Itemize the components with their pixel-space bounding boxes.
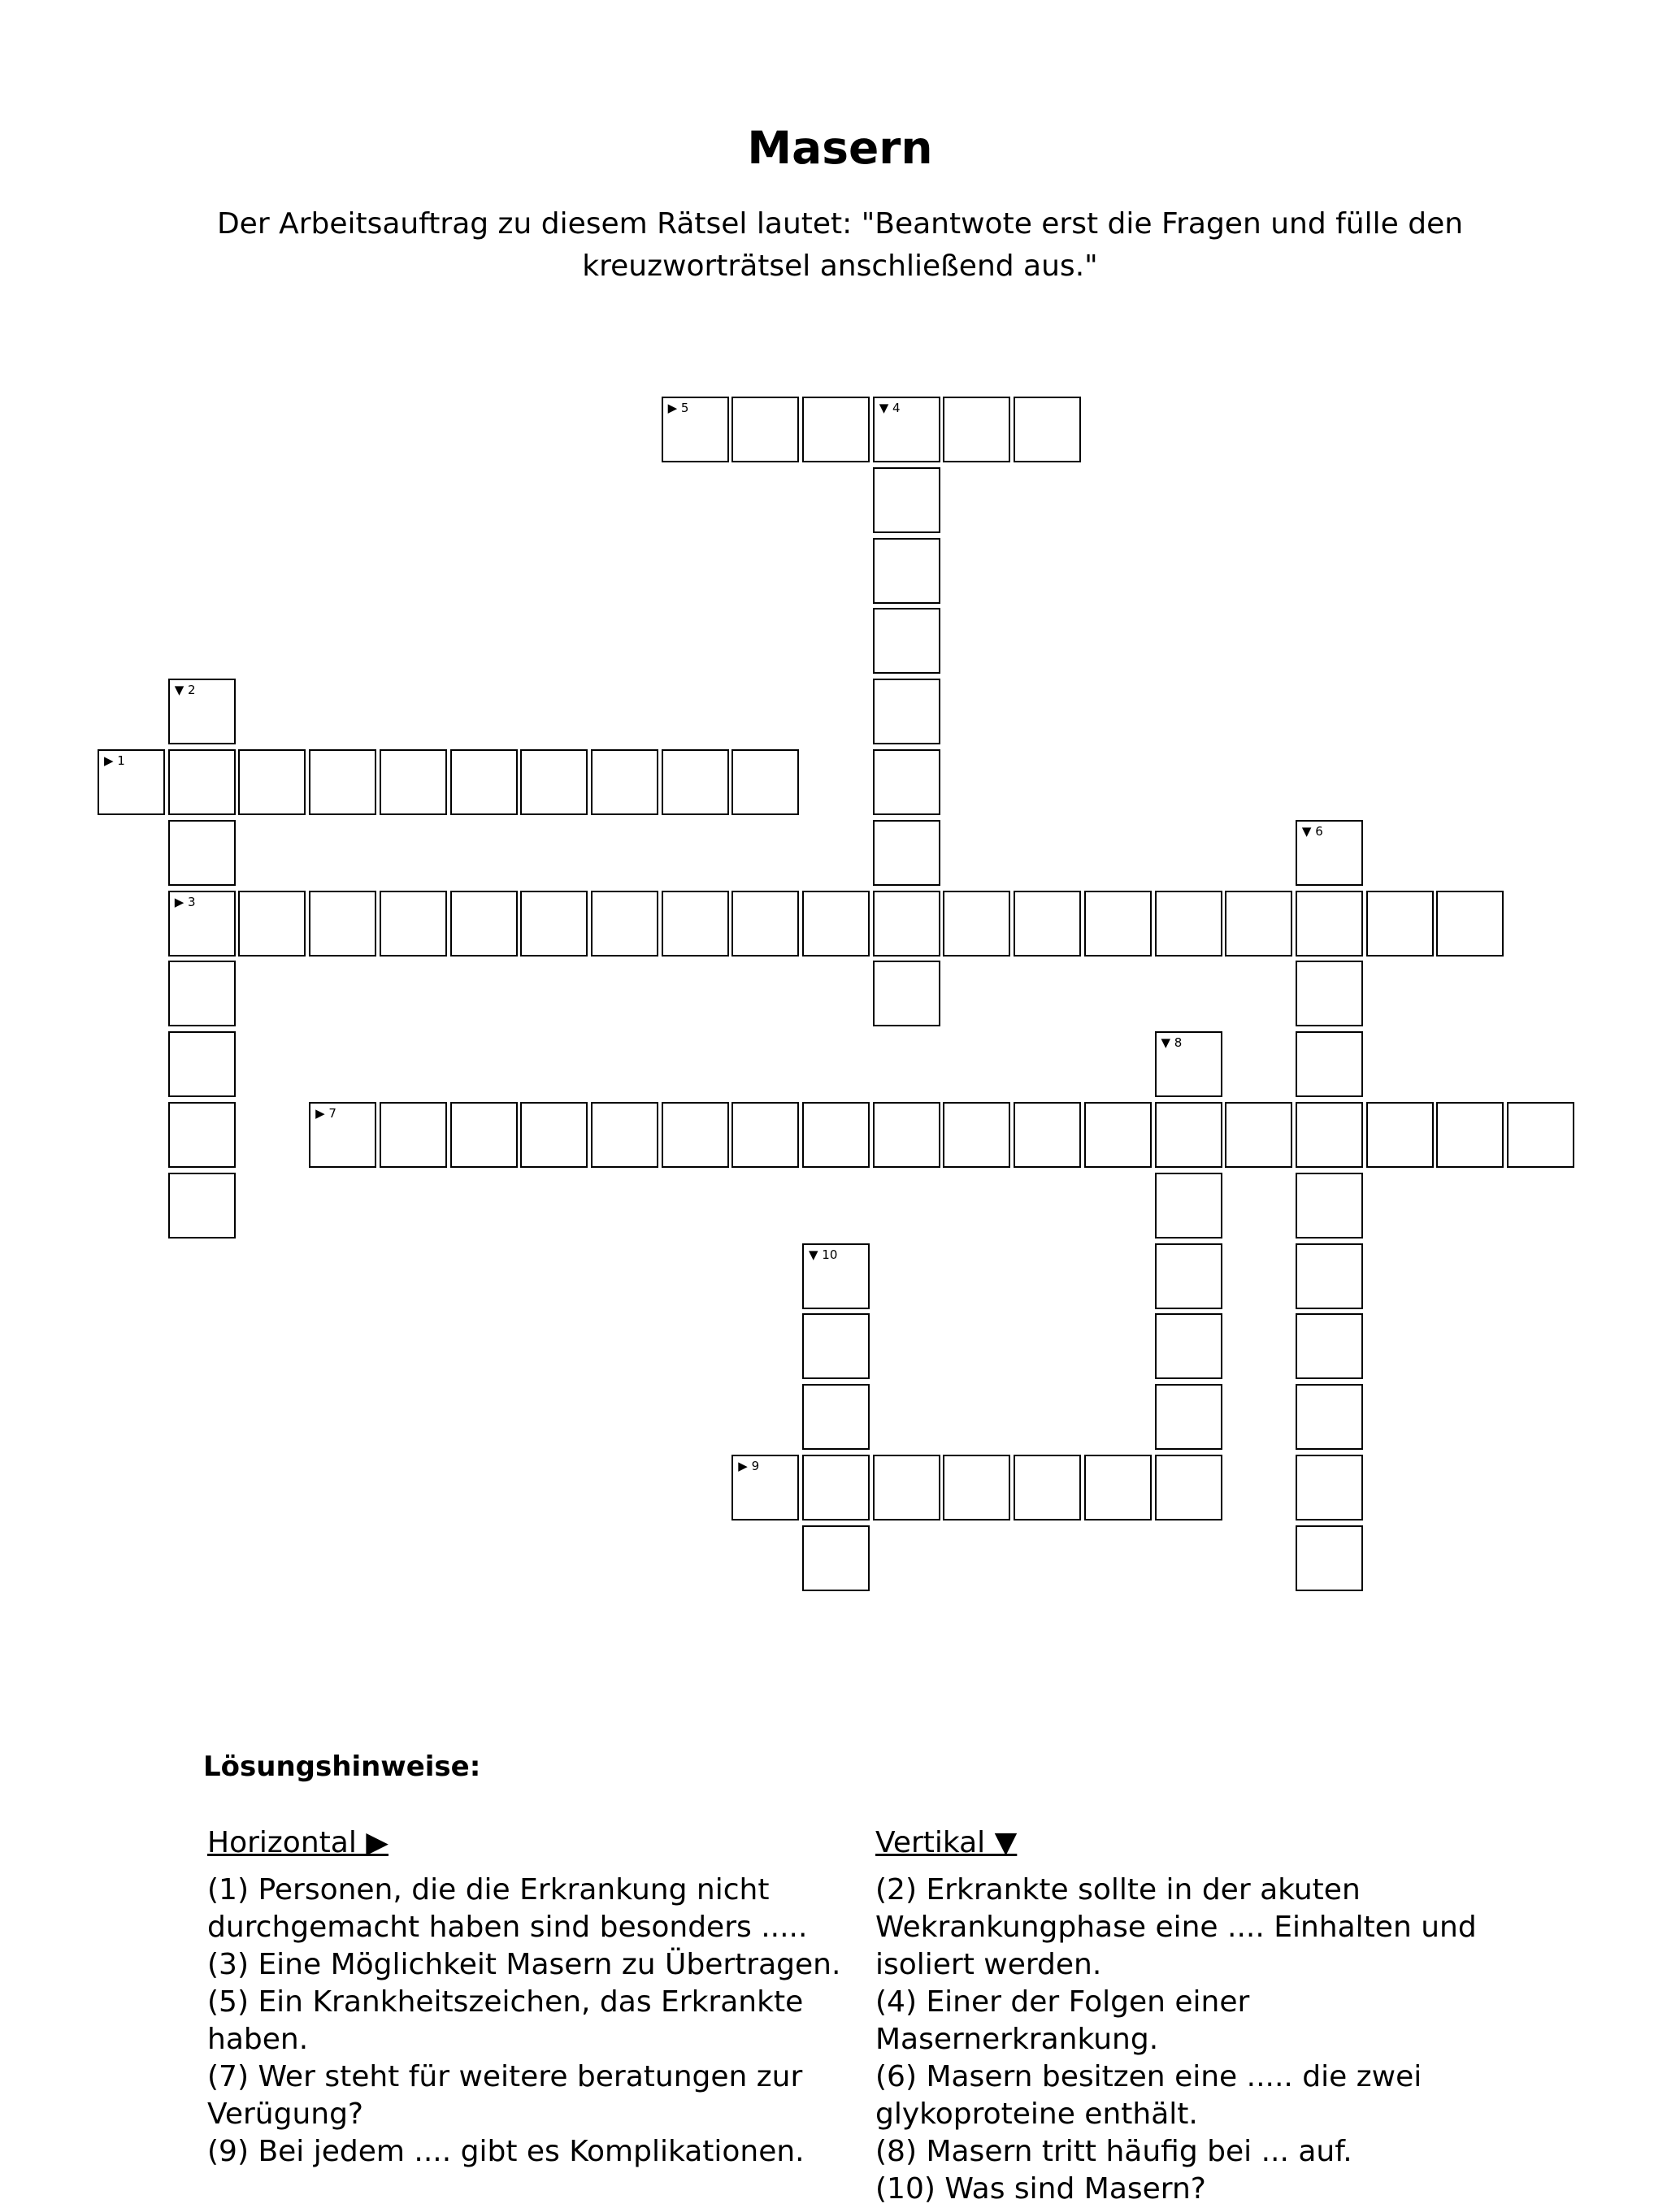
crossword-cell[interactable] xyxy=(1296,1455,1363,1520)
crossword-cell[interactable] xyxy=(873,891,940,957)
crossword-cell[interactable] xyxy=(1155,1384,1222,1450)
crossword-cell[interactable] xyxy=(873,749,940,815)
crossword-cell[interactable] xyxy=(1296,1243,1363,1309)
clue-number-label: ▼ 4 xyxy=(879,401,901,415)
crossword-cell[interactable] xyxy=(1155,1243,1222,1309)
crossword-cell[interactable] xyxy=(168,1173,236,1238)
crossword-cell[interactable] xyxy=(1296,1313,1363,1379)
vertical-clues-title: Vertikal ▼ xyxy=(875,1826,1018,1859)
crossword-cell[interactable] xyxy=(380,891,447,957)
crossword-cell[interactable] xyxy=(1296,961,1363,1026)
crossword-cell[interactable] xyxy=(873,608,940,674)
crossword-cell[interactable] xyxy=(1296,1384,1363,1450)
crossword-cell[interactable] xyxy=(1296,891,1363,957)
crossword-cell[interactable] xyxy=(662,1102,729,1168)
crossword-cell[interactable] xyxy=(1507,1102,1574,1168)
clue-vertical-6: (6) Masern besitzen eine ..... die zwei glykoproteine enthält. xyxy=(875,2060,1422,2131)
clue-vertical-4: (4) Einer der Folgen einer Masernerkrankung. xyxy=(875,1985,1250,2056)
crossword-cell[interactable] xyxy=(168,1102,236,1168)
crossword-cell[interactable] xyxy=(591,891,658,957)
crossword-cell[interactable] xyxy=(1014,891,1081,957)
crossword-cell[interactable] xyxy=(309,749,376,815)
clue-horizontal-9: (9) Bei jedem .... gibt es Komplikationen. xyxy=(207,2135,805,2168)
crossword-cell[interactable] xyxy=(1084,891,1152,957)
horizontal-clues-title: Horizontal ▶ xyxy=(207,1826,389,1859)
clue-number-label: ▶ 3 xyxy=(174,894,196,909)
crossword-cell[interactable] xyxy=(168,1031,236,1097)
crossword-cell[interactable] xyxy=(731,397,799,462)
crossword-cell[interactable] xyxy=(943,1102,1010,1168)
crossword-cell[interactable] xyxy=(1155,1031,1222,1097)
clue-horizontal-7: (7) Wer steht für weitere beratungen zur Verügung? xyxy=(207,2060,803,2131)
clue-number-label: ▼ 8 xyxy=(1161,1035,1183,1051)
crossword-cell[interactable] xyxy=(1366,1102,1434,1168)
clue-number-label: ▶ 9 xyxy=(738,1459,760,1473)
crossword-cell[interactable] xyxy=(1014,1455,1081,1520)
crossword-cell[interactable] xyxy=(1014,1102,1081,1168)
crossword-cell[interactable] xyxy=(1436,1102,1504,1168)
crossword-cell[interactable] xyxy=(168,820,236,886)
horizontal-clues xyxy=(207,1824,857,2171)
crossword-cell[interactable] xyxy=(168,891,236,957)
crossword-cell[interactable] xyxy=(731,1102,799,1168)
vertical-clues xyxy=(875,1824,1526,2208)
crossword-cell[interactable] xyxy=(450,1102,518,1168)
clue-vertical-8: (8) Masern tritt häufig bei ... auf. xyxy=(875,2135,1352,2168)
crossword-cell[interactable] xyxy=(309,1102,376,1168)
crossword-cell[interactable] xyxy=(1084,1455,1152,1520)
crossword-cell[interactable] xyxy=(802,1243,870,1309)
crossword-cell[interactable] xyxy=(943,891,1010,957)
crossword-cell[interactable] xyxy=(380,749,447,815)
crossword-cell[interactable] xyxy=(1436,891,1504,957)
crossword-cell[interactable] xyxy=(1296,1173,1363,1238)
clue-horizontal-5: (5) Ein Krankheitszeichen, das Erkrankte haben. xyxy=(207,1985,804,2056)
crossword-cell[interactable] xyxy=(662,397,729,462)
crossword-cell[interactable] xyxy=(802,397,870,462)
crossword-cell[interactable] xyxy=(1155,1313,1222,1379)
crossword-cell[interactable] xyxy=(802,1313,870,1379)
clue-number-label: ▶ 5 xyxy=(667,401,689,415)
clue-horizontal-3: (3) Eine Möglichkeit Masern zu Übertragen. xyxy=(207,1948,841,1981)
crossword-cell[interactable] xyxy=(662,891,729,957)
crossword-cell[interactable] xyxy=(520,749,588,815)
crossword-cell[interactable] xyxy=(873,820,940,886)
crossword-cell[interactable] xyxy=(168,749,236,815)
crossword-cell[interactable] xyxy=(802,1525,870,1591)
crossword-cell[interactable] xyxy=(309,891,376,957)
page-title: Masern xyxy=(747,122,933,174)
clue-number-label: ▼ 10 xyxy=(809,1247,838,1262)
crossword-cell[interactable] xyxy=(873,397,940,462)
crossword-cell[interactable] xyxy=(1296,1525,1363,1591)
crossword-cell[interactable] xyxy=(873,467,940,533)
crossword-cell[interactable] xyxy=(1296,820,1363,886)
crossword-cell[interactable] xyxy=(873,961,940,1026)
task-instruction: Der Arbeitsauftrag zu diesem Rätsel lautet: "Beantwote erst die Fragen und fülle den kreuzworträtsel anschließend aus." xyxy=(216,207,1464,283)
crossword-cell[interactable] xyxy=(1155,1173,1222,1238)
crossword-cell[interactable] xyxy=(873,1455,940,1520)
crossword-cell[interactable] xyxy=(1014,397,1081,462)
clue-horizontal-1: (1) Personen, die die Erkrankung nicht durchgemacht haben sind besonders ..... xyxy=(207,1873,808,1944)
crossword-cell[interactable] xyxy=(98,749,165,815)
clue-number-label: ▶ 1 xyxy=(104,753,125,768)
clue-number-label: ▼ 2 xyxy=(174,683,196,698)
crossword-cell[interactable] xyxy=(943,1455,1010,1520)
crossword-cell[interactable] xyxy=(873,679,940,744)
crossword-cell[interactable] xyxy=(168,679,236,744)
crossword-cell[interactable] xyxy=(520,1102,588,1168)
hints-heading: Lösungshinweise: xyxy=(203,1750,481,1783)
clue-number-label: ▶ 7 xyxy=(315,1106,336,1121)
crossword-cell[interactable] xyxy=(873,1102,940,1168)
crossword-cell[interactable] xyxy=(1155,891,1222,957)
clue-number-label: ▼ 6 xyxy=(1301,823,1323,839)
crossword-cell[interactable] xyxy=(1225,891,1292,957)
crossword-cell[interactable] xyxy=(1084,1102,1152,1168)
crossword-cell[interactable] xyxy=(1296,1031,1363,1097)
crossword-cell[interactable] xyxy=(1155,1102,1222,1168)
crossword-cell[interactable] xyxy=(802,1455,870,1520)
crossword-cell[interactable] xyxy=(450,749,518,815)
crossword-cell[interactable] xyxy=(238,891,306,957)
crossword-cell[interactable] xyxy=(731,891,799,957)
crossword-cell[interactable] xyxy=(1225,1102,1292,1168)
crossword-cell[interactable] xyxy=(731,1455,799,1520)
crossword-cell[interactable] xyxy=(380,1102,447,1168)
clue-vertical-10: (10) Was sind Masern? xyxy=(875,2172,1206,2206)
clue-vertical-2: (2) Erkrankte sollte in der akuten Wekrankungphase eine .... Einhalten und isoliert werden. xyxy=(875,1873,1477,1981)
crossword-cell[interactable] xyxy=(450,891,518,957)
crossword-cell[interactable] xyxy=(591,1102,658,1168)
crossword-cell[interactable] xyxy=(1366,891,1434,957)
crossword-cell[interactable] xyxy=(802,891,870,957)
crossword-cell[interactable] xyxy=(1155,1455,1222,1520)
crossword-cell[interactable] xyxy=(731,749,799,815)
crossword-cell[interactable] xyxy=(662,749,729,815)
crossword-cell[interactable] xyxy=(591,749,658,815)
crossword-cell[interactable] xyxy=(1296,1102,1363,1168)
crossword-cell[interactable] xyxy=(520,891,588,957)
crossword-cell[interactable] xyxy=(943,397,1010,462)
crossword-cell[interactable] xyxy=(802,1384,870,1450)
crossword-cell[interactable] xyxy=(873,538,940,604)
crossword-cell[interactable] xyxy=(802,1102,870,1168)
crossword-cell[interactable] xyxy=(238,749,306,815)
crossword-cell[interactable] xyxy=(168,961,236,1026)
